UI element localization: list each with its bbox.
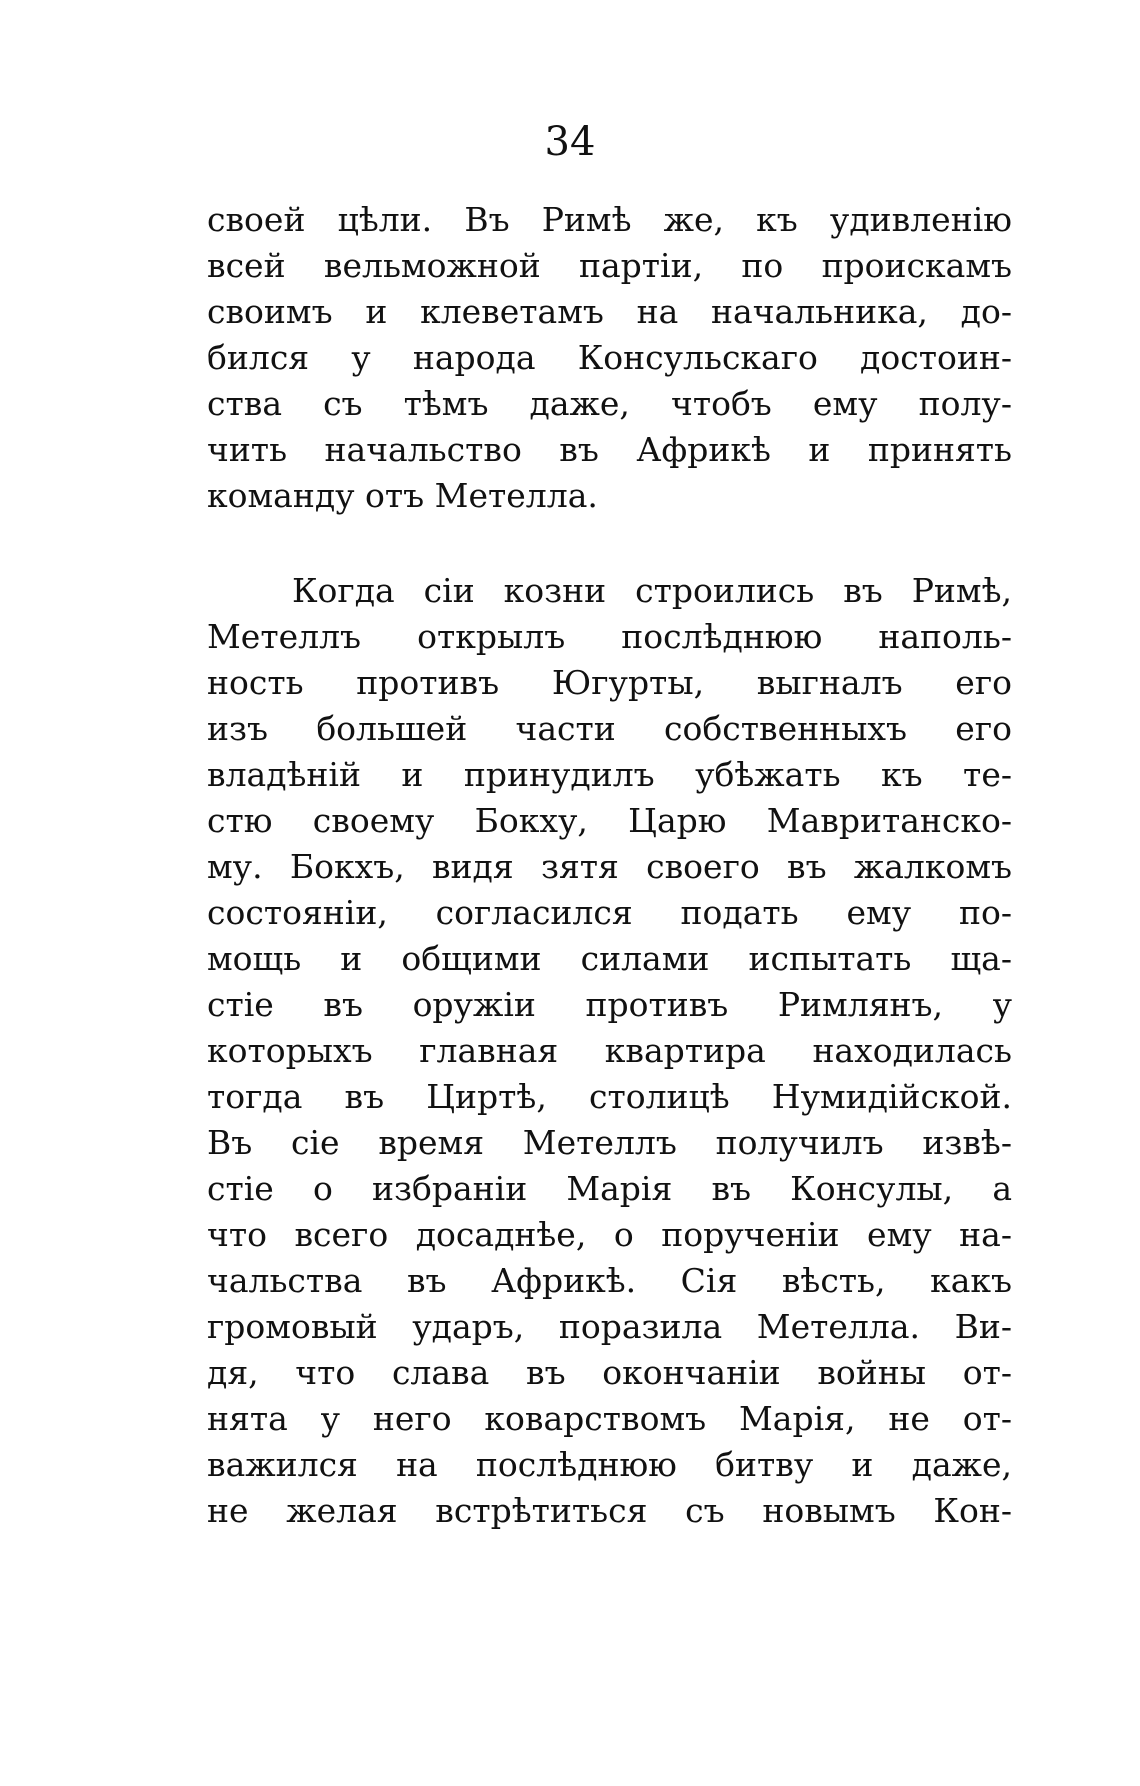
- text-line: не желая встрѣтиться съ новымъ Кон-: [207, 1491, 1012, 1530]
- text-line: ства съ тѣмъ даже, чтобъ ему полу-: [207, 384, 1012, 423]
- text-line: своей цѣли. Въ Римѣ же, къ удивленію: [207, 200, 1012, 239]
- text-line: что всего досаднѣе, о порученіи ему на-: [207, 1215, 1012, 1254]
- text-line: громовый ударъ, поразила Метелла. Ви-: [207, 1307, 1012, 1346]
- text-line: владѣній и принудилъ убѣжать къ те-: [207, 755, 1012, 794]
- text-line: всей вельможной партіи, по проискамъ: [207, 246, 1012, 285]
- text-line: Въ сіе время Метеллъ получилъ извѣ-: [207, 1123, 1012, 1162]
- paragraph-1: [207, 197, 1012, 519]
- text-line: стіе въ оружіи противъ Римлянъ, у: [207, 985, 1012, 1024]
- text-line: нята у него коварствомъ Марія, не от-: [207, 1399, 1012, 1438]
- text-line: му. Бокхъ, видя зятя своего въ жалкомъ: [207, 847, 1012, 886]
- text-line: Метеллъ открылъ послѣднюю наполь-: [207, 617, 1012, 656]
- text-line: чить начальство въ Африкѣ и принять: [207, 430, 1012, 469]
- text-line: стю своему Бокху, Царю Мавританско-: [207, 801, 1012, 840]
- text-line: которыхъ главная квартира находилась: [207, 1031, 1012, 1070]
- text-line: бился у народа Консульскаго достоин-: [207, 338, 1012, 377]
- text-line: изъ большей части собственныхъ его: [207, 709, 1012, 748]
- paragraph-2: [207, 568, 1012, 1534]
- text-line: Когда сіи козни строились въ Римѣ,: [292, 571, 1012, 610]
- text-line: чальства въ Африкѣ. Сія вѣсть, какъ: [207, 1261, 1012, 1300]
- text-line: своимъ и клеветамъ на начальника, до-: [207, 292, 1012, 331]
- page-number: 34: [544, 119, 596, 165]
- text-line: тогда въ Циртѣ, столицѣ Нумидійской.: [207, 1077, 1012, 1116]
- text-line: важился на послѣднюю битву и даже,: [207, 1445, 1012, 1484]
- text-line: стіе о избраніи Марія въ Консулы, а: [207, 1169, 1012, 1208]
- text-line: команду отъ Метелла.: [207, 476, 598, 515]
- text-line: дя, что слава въ окончаніи войны от-: [207, 1353, 1012, 1392]
- text-line: состояніи, согласился подать ему по-: [207, 893, 1012, 932]
- text-line: мощь и общими силами испытать ща-: [207, 939, 1012, 978]
- text-line: ность противъ Югурты, выгналъ его: [207, 663, 1012, 702]
